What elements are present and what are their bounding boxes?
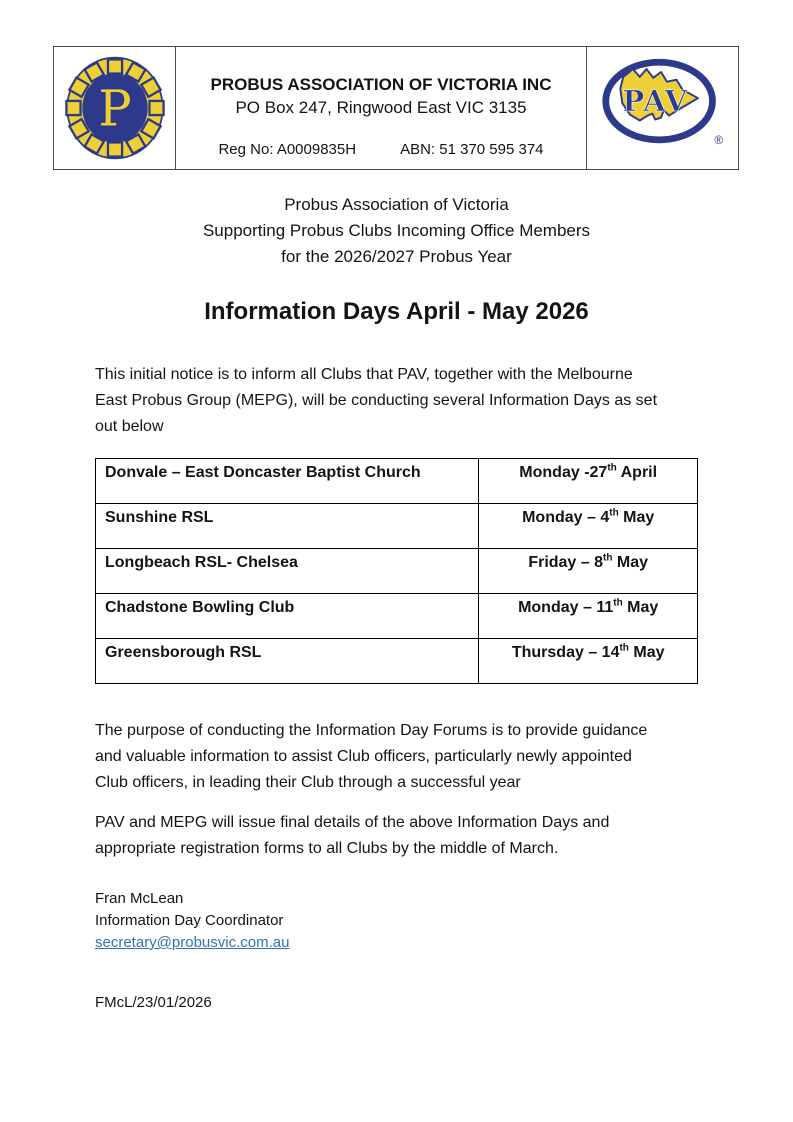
paragraph-line: The purpose of conducting the Information Day Forums is to provide guidance — [95, 722, 648, 739]
intro-line-2: Supporting Probus Clubs Incoming Office Members — [202, 221, 591, 240]
probus-logo-icon — [62, 52, 168, 164]
date-text: Thursday – 14 — [511, 644, 620, 661]
pav-logo-cell — [586, 47, 738, 169]
document-reference: FMcL/23/01/2026 — [95, 994, 212, 1011]
abn: ABN: 51 370 595 374 — [400, 141, 544, 158]
date-text: Monday – 11 — [518, 599, 614, 616]
signature-block — [95, 888, 289, 954]
date-cell — [479, 549, 698, 594]
date-ordinal: th — [613, 597, 623, 609]
date-month: May — [628, 644, 665, 661]
probus-logo-letter: P — [97, 79, 132, 138]
probus-logo-cell — [54, 47, 176, 169]
date-cell — [479, 594, 698, 639]
pav-logo-text: PAV — [621, 83, 688, 118]
org-address: PO Box 247, Ringwood East VIC 3135 — [235, 98, 527, 117]
date-month: May — [612, 554, 649, 571]
followup-paragraph — [95, 810, 715, 862]
table-row — [96, 639, 698, 684]
intro-line-1: Probus Association of Victoria — [284, 195, 509, 214]
venue-cell: Donvale – East Doncaster Baptist Church — [96, 459, 479, 504]
date-cell — [479, 504, 698, 549]
date-month: April — [616, 464, 658, 481]
table-row — [96, 504, 698, 549]
document-title: Information Days April - May 2026 — [204, 298, 589, 325]
signature-role: Information Day Coordinator — [95, 912, 284, 929]
date-text: Monday -27 — [519, 464, 608, 481]
date-ordinal: th — [607, 462, 617, 474]
date-text: Monday – 4 — [522, 509, 610, 526]
date-ordinal: th — [603, 552, 613, 564]
date-ordinal: th — [609, 507, 619, 519]
date-cell — [479, 459, 698, 504]
letterhead-text — [176, 47, 586, 169]
letterhead — [53, 46, 739, 170]
table-row — [96, 459, 698, 504]
intro-block — [0, 192, 793, 270]
intro-paragraph — [95, 362, 715, 440]
date-month: May — [618, 509, 655, 526]
venue-cell: Greensborough RSL — [96, 639, 479, 684]
org-name: PROBUS ASSOCIATION OF VICTORIA INC — [210, 75, 552, 94]
paragraph-line: This initial notice is to inform all Clubs that PAV, together with the Melbourne — [95, 366, 633, 383]
date-month: May — [622, 599, 659, 616]
venue-cell: Chadstone Bowling Club — [96, 594, 479, 639]
paragraph-line: Club officers, in leading their Club through a successful year — [95, 774, 521, 791]
email-link[interactable]: secretary@probusvic.com.au — [95, 934, 290, 951]
schedule-table — [95, 458, 698, 684]
purpose-paragraph — [95, 718, 715, 796]
intro-line-3: for the 2026/2027 Probus Year — [281, 247, 512, 266]
date-text: Friday – 8 — [528, 554, 604, 571]
paragraph-line: appropriate registration forms to all Clubs by the middle of March. — [95, 840, 559, 857]
table-row — [96, 549, 698, 594]
paragraph-line: and valuable information to assist Club officers, particularly newly appointed — [95, 748, 632, 765]
paragraph-line: out below — [95, 418, 164, 435]
org-registration-line — [218, 141, 543, 158]
reg-no: Reg No: A0009835H — [218, 141, 357, 158]
venue-cell: Longbeach RSL- Chelsea — [96, 549, 479, 594]
pav-logo-icon — [598, 55, 728, 153]
registered-mark: ® — [713, 133, 723, 147]
paragraph-line: East Probus Group (MEPG), will be conducting several Information Days as set — [95, 392, 658, 409]
paragraph-line: PAV and MEPG will issue final details of the above Information Days and — [95, 814, 610, 831]
venue-cell: Sunshine RSL — [96, 504, 479, 549]
date-cell — [479, 639, 698, 684]
signature-name: Fran McLean — [95, 890, 184, 907]
date-ordinal: th — [619, 642, 629, 654]
table-row — [96, 594, 698, 639]
